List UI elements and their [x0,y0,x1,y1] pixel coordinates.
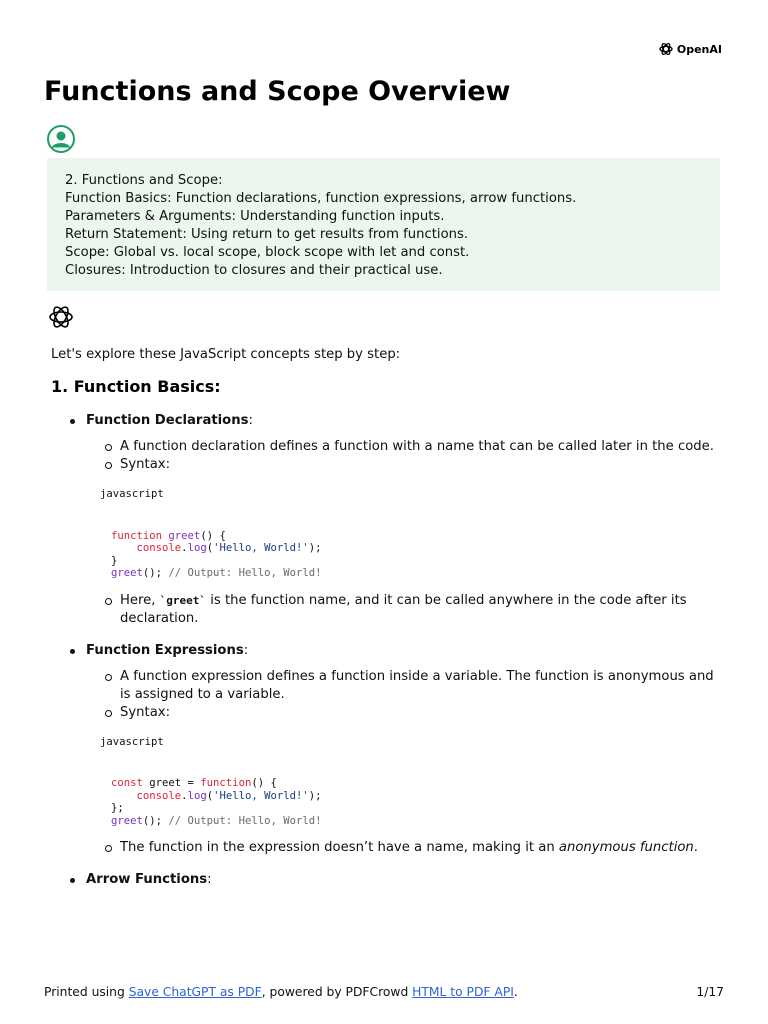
topic-suffix: : [207,872,212,887]
list-item [51,412,726,628]
brand [658,41,722,57]
user-avatar-icon [46,124,76,154]
code-text: () { [200,529,226,542]
page-title: Functions and Scope Overview [44,76,511,107]
html-to-pdf-api-link[interactable]: HTML to PDF API [412,985,514,999]
code-keyword: function [111,529,163,542]
code-text: ( [206,789,214,802]
note-text: is the function name, and it can be called anywhere in the code after its declaration. [120,592,687,626]
footer-text: , powered by PDFCrowd [261,985,413,999]
code-function: greet [168,529,201,542]
code-function: greet [111,567,143,579]
code-function: greet [111,814,143,827]
syntax-label: Syntax: [120,457,171,472]
code-body [111,777,726,827]
code-text: . [181,542,188,554]
code-text: ); [308,789,322,802]
code-language-label: javascript [100,735,164,748]
code-text: ( [206,542,214,554]
code-string: 'Hello, World!' [213,789,309,802]
sub-list [86,438,726,628]
intro-text: Let's explore these JavaScript concepts step by step: [51,347,401,362]
user-prompt [47,158,720,291]
prompt-line: Parameters & Arguments: Understanding function inputs. [65,209,445,224]
code-language-label: javascript [100,488,164,500]
list-item [51,642,726,858]
code-indent [111,542,137,554]
list-item: A function declaration defines a function with a name that can be called later in the code. [86,438,726,456]
page-number: 1/17 [696,985,724,999]
code-function: log [187,542,207,554]
inline-code: `greet` [159,593,207,607]
emphasis-text: anonymous function [558,840,694,855]
topic-label: Function Declarations [86,413,249,428]
prompt-line: Function Basics: Function declarations, function expressions, arrow functions. [65,191,577,206]
chatgpt-logo-icon [47,303,75,331]
prompt-line: 2. Functions and Scope: [65,173,223,188]
topic-label: Function Expressions [86,642,244,658]
user-avatar [46,124,76,158]
code-body [111,530,726,580]
prompt-line: Scope: Global vs. local scope, block scope with let and const. [65,245,470,260]
code-comment: // Output: Hello, World! [168,567,322,579]
topic-suffix: : [248,413,253,428]
footer [44,985,724,999]
note-text: The function in the expression doesn’t have a name, making it an [120,840,559,855]
code-block [100,735,726,828]
code-text: (); [142,814,169,827]
sub-list [86,668,726,858]
openai-logo-icon [658,41,674,57]
brand-label: OpenAI [676,42,722,56]
assistant-avatar [47,303,75,335]
code-comment: // Output: Hello, World! [168,814,322,827]
section-heading: 1. Function Basics: [51,377,221,396]
code-text: } [111,554,118,567]
footer-text: Printed using [44,985,129,999]
prompt-line: Closures: Introduction to closures and their practical use. [65,263,443,278]
code-keyword: const [111,777,143,789]
code-text: ); [308,542,322,554]
code-object: console [136,542,182,554]
code-function: log [187,789,207,802]
list-item [51,871,726,889]
code-block [100,488,726,580]
footer-text: . [513,985,518,999]
topic-suffix: : [243,642,249,658]
code-text: () { [251,777,277,789]
note-text: . [693,840,698,855]
code-text: (); [142,567,169,579]
list-item [86,592,726,628]
list-item [86,456,726,580]
assistant-response [51,346,726,897]
code-text: greet = [142,777,201,789]
code-indent [111,790,137,802]
prompt-line: Return Statement: Using return to get results from functions. [65,227,469,242]
topic-list [51,412,726,889]
code-text: . [181,789,188,802]
save-chatgpt-pdf-link[interactable]: Save ChatGPT as PDF [128,985,262,999]
code-object: console [136,789,182,802]
topic-label: Arrow Functions [86,872,208,887]
code-string: 'Hello, World!' [213,542,309,554]
syntax-label: Syntax: [120,704,171,720]
note-text: Here, [120,592,160,608]
code-text: }; [111,802,124,814]
code-keyword: function [200,777,252,789]
list-item: A function expression defines a function inside a variable. The function is anonymous and is assigned to a variable. [86,668,726,704]
list-item [86,704,726,828]
list-item [86,839,726,857]
